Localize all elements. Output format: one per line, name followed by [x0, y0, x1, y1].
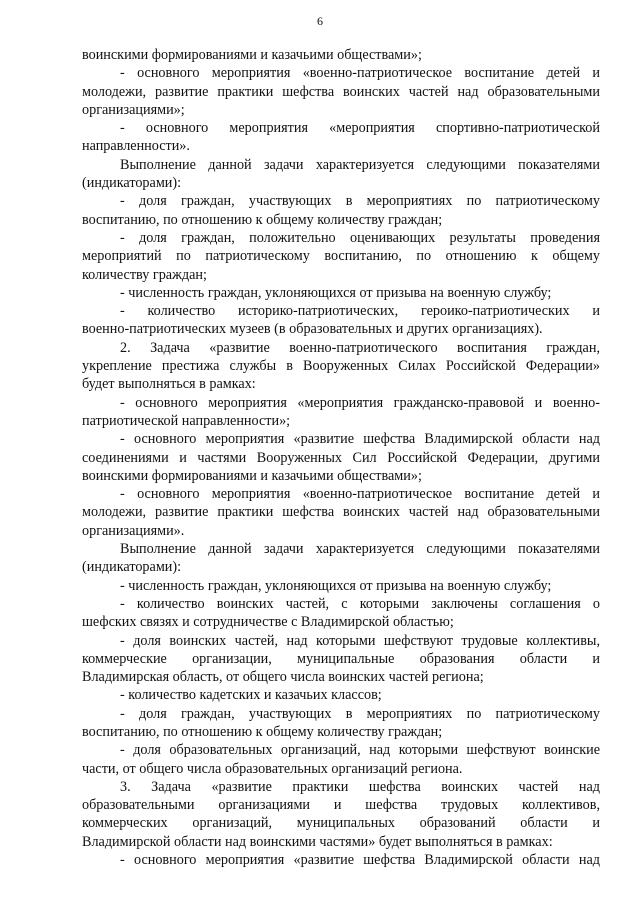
text-line: образовательными организациями и шефства трудовых коллективов,: [82, 797, 600, 814]
text-line: направленности».: [82, 138, 190, 155]
text-line: (индикаторами):: [82, 175, 182, 192]
text-line: Владимирская область, от общего числа воинских частей региона;: [82, 669, 484, 686]
text-line: коммерческие организации, муниципальные образования области и: [82, 650, 600, 667]
text-line: шефских связях и сотрудничестве с Владимирской областью;: [82, 614, 454, 631]
text-line: - количество историко-патриотических, героико-патриотических и: [120, 303, 600, 320]
text-line: молодежи, развитие практики шефства воинских частей над образовательными: [82, 83, 600, 100]
text-line: организациями»;: [82, 101, 185, 118]
document-body: [82, 46, 600, 869]
text-line: Владимирской области над воинскими частями» будет выполняться в рамках:: [82, 833, 553, 850]
text-line: воспитанию, по отношению к общему количеству граждан;: [82, 211, 443, 228]
text-line: - доля граждан, участвующих в мероприятиях по патриотическому: [120, 705, 600, 722]
text-line: патриотической направленности»;: [82, 412, 291, 429]
text-line: мероприятий по патриотическому воспитанию, по отношению к общему: [82, 248, 600, 265]
text-line: - численность граждан, уклоняющихся от призыва на военную службу;: [120, 284, 552, 301]
text-line: - численность граждан, уклоняющихся от призыва на военную службу;: [120, 577, 552, 594]
text-line: - основного мероприятия «военно-патриотическое воспитание детей и: [120, 65, 600, 82]
text-line: укрепление престижа службы в Вооруженных Силах Российской Федерации»: [82, 358, 600, 375]
text-line: будет выполняться в рамках:: [82, 376, 256, 393]
text-line: воинскими формированиями и казачьими обществами»;: [82, 467, 422, 484]
text-line: 2. Задача «развитие военно-патриотического воспитания граждан,: [120, 339, 600, 356]
text-line: военно-патриотических музеев (в образовательных и других организациях).: [82, 321, 543, 338]
text-line: - доля образовательных организаций, над которыми шефствуют воинские: [120, 742, 600, 759]
text-line: части, от общего числа образовательных организаций региона.: [82, 760, 463, 777]
text-line: воинскими формированиями и казачьими обществами»;: [82, 47, 422, 63]
text-line: - количество воинских частей, с которыми заключены соглашения о: [120, 595, 600, 612]
text-line: - количество кадетских и казачьих классов;: [120, 687, 382, 704]
text-line: - основного мероприятия «развитие шефства Владимирской области над: [120, 431, 600, 448]
text-line: - основного мероприятия «военно-патриотическое воспитание детей и: [120, 486, 600, 503]
text-line: Выполнение данной задачи характеризуется следующими показателями: [120, 541, 600, 558]
text-line: (индикаторами):: [82, 559, 182, 576]
text-line: 3. Задача «развитие практики шефства воинских частей над: [120, 778, 600, 795]
text-line: - доля граждан, участвующих в мероприятиях по патриотическому: [120, 193, 600, 210]
text-line: - основного мероприятия «мероприятия гражданско-правовой и военно-: [120, 394, 600, 411]
page-number: 6: [317, 14, 323, 28]
text-line: - основного мероприятия «развитие шефства Владимирской области над: [120, 852, 600, 869]
text-line: коммерческих организаций, муниципальных образований области и: [82, 815, 600, 832]
text-line: - доля воинских частей, над которыми шефствуют трудовые коллективы,: [120, 632, 600, 649]
text-line: соединениями и частями Вооруженных Сил Российской Федерации, другими: [82, 449, 600, 466]
text-line: Выполнение данной задачи характеризуется следующими показателями: [120, 156, 600, 173]
text-line: количеству граждан;: [82, 266, 207, 283]
text-line: воспитанию, по отношению к общему количеству граждан;: [82, 723, 443, 740]
text-line: - основного мероприятия «мероприятия спортивно-патриотической: [120, 120, 600, 137]
text-line: - доля граждан, положительно оценивающих результаты проведения: [120, 229, 600, 246]
text-line: организациями».: [82, 522, 185, 539]
text-line: молодежи, развитие практики шефства воинских частей над образовательными: [82, 504, 600, 521]
